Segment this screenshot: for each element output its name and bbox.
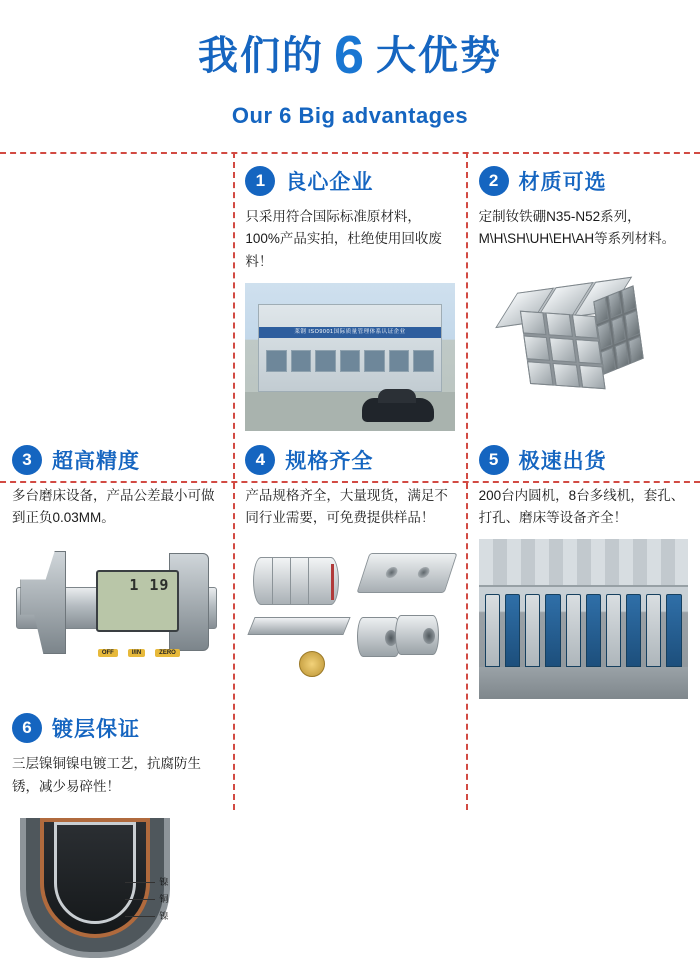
- badge-number: 5: [479, 445, 509, 475]
- cube-tile: [594, 296, 609, 324]
- building-banner-text: 莱钢 ISO9001国际质量管理体系认证企业: [294, 329, 406, 336]
- machine: [505, 594, 520, 668]
- advantage-cell-4: [233, 431, 466, 700]
- advantage-text: 多台磨床设备，产品公差最小可做到正负0.03MM。: [12, 487, 215, 526]
- badge-number: 6: [12, 713, 42, 743]
- disc-magnet-stack: [253, 557, 339, 605]
- caliper-buttons: [98, 649, 180, 657]
- coating-cross-section-diagram: [12, 808, 221, 973]
- window: [291, 350, 312, 373]
- badge-number: 2: [479, 166, 509, 196]
- building-banner: [259, 327, 441, 338]
- caliper-display: [96, 570, 180, 632]
- countersunk-hole: [417, 567, 432, 578]
- advantage-heading: [245, 445, 454, 475]
- window: [364, 350, 385, 373]
- caliper-reading: 1 19: [129, 576, 170, 595]
- caliper-button-off: OFF: [98, 649, 118, 657]
- machine: [646, 594, 661, 668]
- window: [266, 350, 287, 373]
- bar-magnet: [248, 617, 351, 635]
- reference-coin: [299, 651, 325, 677]
- caliper-jaw-left: [20, 551, 66, 655]
- magnet-cube-photo: [479, 261, 688, 411]
- advantage-title: 良心企业: [285, 171, 374, 194]
- title-number: 6: [333, 25, 367, 85]
- advantage-title: 极速出货: [518, 449, 607, 473]
- machine: [626, 594, 641, 668]
- poster-header: [0, 0, 700, 129]
- cube-tile: [608, 290, 623, 318]
- advantage-heading: [479, 166, 688, 196]
- advantage-text: 只采用符合国际标准原材料，100%产品实拍，杜绝使用回收废料！: [245, 209, 442, 269]
- window: [340, 350, 361, 373]
- cube-tile: [597, 321, 612, 349]
- digital-caliper-photo: [12, 539, 221, 679]
- machine-row: [485, 594, 682, 668]
- advantage-cell-3: [0, 431, 233, 700]
- caliper-button-zero: ZERO: [155, 649, 180, 657]
- disc-edge: [308, 558, 309, 604]
- disc-edge: [272, 558, 273, 604]
- cube-face-front: [520, 310, 606, 389]
- advantage-cell-5: [467, 431, 700, 700]
- advantage-title: 镀层保证: [52, 718, 140, 742]
- advantage-cell-6: [0, 699, 233, 973]
- workshop-roof: [479, 539, 688, 587]
- countersunk-hole: [385, 567, 400, 578]
- window: [389, 350, 410, 373]
- workshop-machines-photo: [479, 539, 688, 699]
- building-shape: [258, 304, 442, 393]
- cube-tile: [601, 346, 616, 374]
- machine: [666, 594, 681, 668]
- assorted-magnets-photo: [245, 539, 454, 689]
- cube-tile: [625, 310, 640, 338]
- window: [315, 350, 336, 373]
- advantage-cell-1: [233, 152, 466, 431]
- building-windows: [266, 350, 434, 373]
- advantage-title: 材质可选: [518, 171, 607, 194]
- disc-edge: [290, 558, 291, 604]
- block-magnet-countersunk: [357, 553, 458, 593]
- layer-label-nickel-inner: 镍: [125, 908, 217, 925]
- cube-tile: [629, 335, 644, 363]
- advantage-text: 三层镍铜镍电镀工艺，抗腐防生锈，减少易碎性！: [12, 756, 201, 794]
- cube-tile: [611, 316, 626, 344]
- advantage-text: 产品规格齐全，大量现货，满足不同行业需要，可免费提供样品！: [245, 487, 448, 526]
- layer-callouts: [125, 874, 217, 932]
- page-title: [0, 26, 700, 85]
- machine: [485, 594, 500, 668]
- badge-number: 4: [245, 445, 275, 475]
- badge-number: 3: [12, 445, 42, 475]
- advantage-cell-2: [467, 152, 700, 431]
- machine: [525, 594, 540, 668]
- advantage-title: 超高精度: [52, 449, 140, 473]
- ring-magnet: [395, 615, 439, 655]
- cube-tile: [553, 362, 580, 387]
- machine: [566, 594, 581, 668]
- workshop-floor: [479, 667, 688, 699]
- cube-tile: [524, 335, 551, 360]
- factory-building-photo: [245, 283, 454, 431]
- car-shape: [362, 398, 434, 422]
- advantage-heading: [12, 445, 221, 475]
- advantages-grid: [0, 152, 700, 921]
- cube-face-side: [594, 285, 644, 374]
- advantage-text: 定制钕铁硼N35-N52系列，M\H\SH\UH\EH\AH等系列材料。: [478, 209, 676, 247]
- cube-tile: [546, 312, 573, 337]
- title-prefix: 我们的: [197, 34, 324, 78]
- window: [413, 350, 434, 373]
- cube-tile: [550, 337, 577, 362]
- advantage-heading: [12, 713, 221, 743]
- cube-shape: [518, 276, 649, 395]
- advantage-title: 规格齐全: [285, 449, 374, 473]
- cube-tile: [520, 310, 547, 335]
- layer-label-nickel-outer: 镍: [125, 874, 217, 891]
- layer-label-copper: 铜: [125, 891, 217, 908]
- title-suffix: 大优势: [376, 34, 503, 78]
- machine: [545, 594, 560, 668]
- page-subtitle: Our 6 Big advantages: [231, 103, 469, 129]
- advantage-heading: [245, 166, 454, 196]
- badge-number: 1: [245, 166, 275, 196]
- cube-tile: [615, 341, 630, 369]
- advantage-text: 200台内圆机，8台多线机，套孔、打孔、磨床等设备齐全！: [478, 487, 685, 526]
- cube-tile: [622, 285, 637, 313]
- ring-magnet-pair: [357, 615, 453, 659]
- cube-tile: [527, 360, 554, 385]
- caliper-button-unit: I/IN: [128, 649, 145, 657]
- machine: [586, 594, 601, 668]
- advantage-heading: [479, 445, 688, 475]
- machine: [606, 594, 621, 668]
